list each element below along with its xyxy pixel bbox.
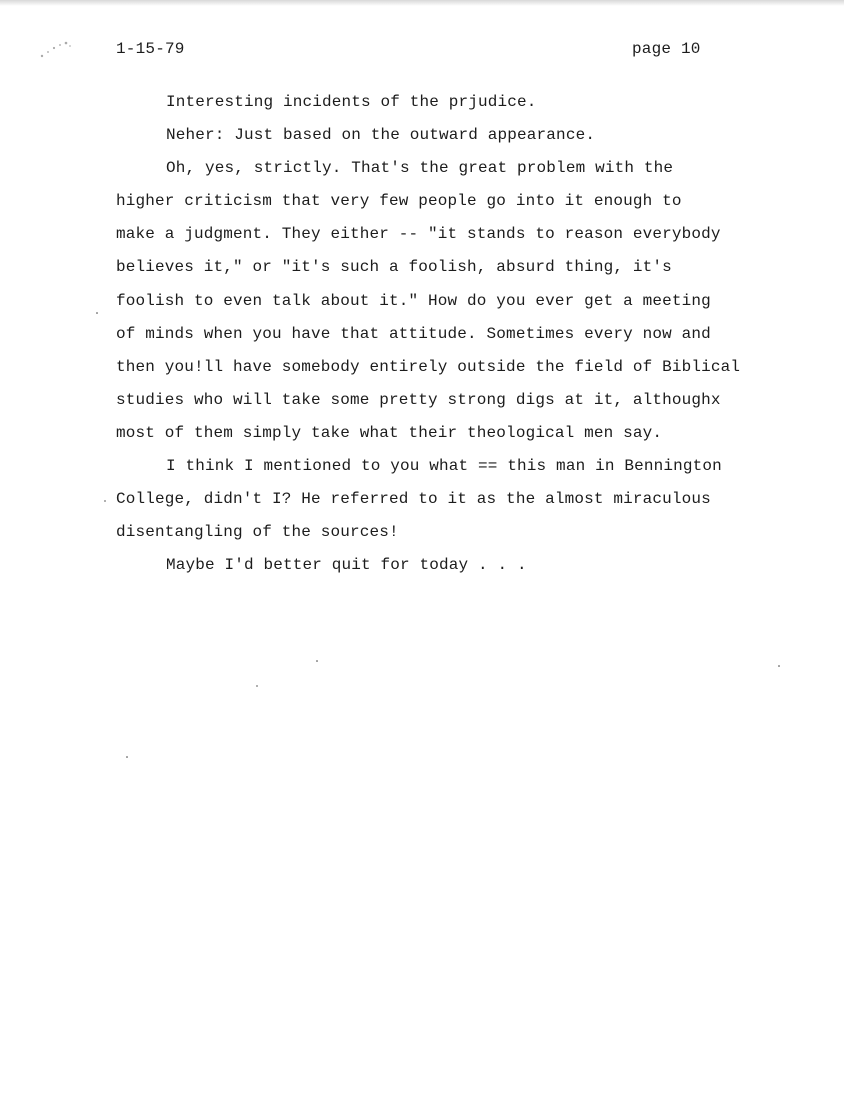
scan-speck bbox=[256, 685, 258, 687]
scan-shadow bbox=[0, 0, 844, 6]
transcript-body bbox=[116, 86, 816, 582]
text-line: Interesting incidents of the prjudice. bbox=[166, 93, 537, 111]
text-line: of minds when you have that attitude. Sometimes every now and bbox=[116, 324, 711, 343]
text-line: believes it," or "it's such a foolish, absurd thing, it's bbox=[116, 258, 672, 277]
text-line: Oh, yes, strictly. That's the great problem with the bbox=[166, 159, 674, 178]
text-line: studies who will take some pretty strong digs at it, althoughx bbox=[116, 390, 721, 409]
corner-smudge-mark bbox=[36, 36, 76, 60]
scan-speck bbox=[96, 312, 98, 314]
text-line: make a judgment. They either -- "it stands to reason everybody bbox=[116, 225, 721, 244]
text-line: Maybe I'd better quit for today . . . bbox=[166, 556, 527, 575]
page-number: page 10 bbox=[632, 40, 701, 58]
text-line: most of them simply take what their theological men say. bbox=[116, 423, 663, 442]
text-line: disentangling of the sources! bbox=[116, 523, 399, 542]
text-line: then you!ll have somebody entirely outside the field of Biblical bbox=[116, 357, 741, 376]
text-line: I think I mentioned to you what == this man in Bennington bbox=[166, 457, 722, 476]
text-line: higher criticism that very few people go into it enough to bbox=[116, 192, 682, 211]
text-line: Neher: Just based on the outward appearance. bbox=[166, 126, 596, 145]
scan-speck bbox=[778, 665, 780, 667]
scan-speck bbox=[126, 756, 128, 758]
scan-speck bbox=[104, 500, 106, 502]
scan-speck bbox=[316, 660, 318, 662]
text-line: foolish to even talk about it." How do you ever get a meeting bbox=[116, 291, 711, 310]
text-line: College, didn't I? He referred to it as the almost miraculous bbox=[116, 490, 711, 509]
document-date: 1-15-79 bbox=[116, 40, 185, 58]
